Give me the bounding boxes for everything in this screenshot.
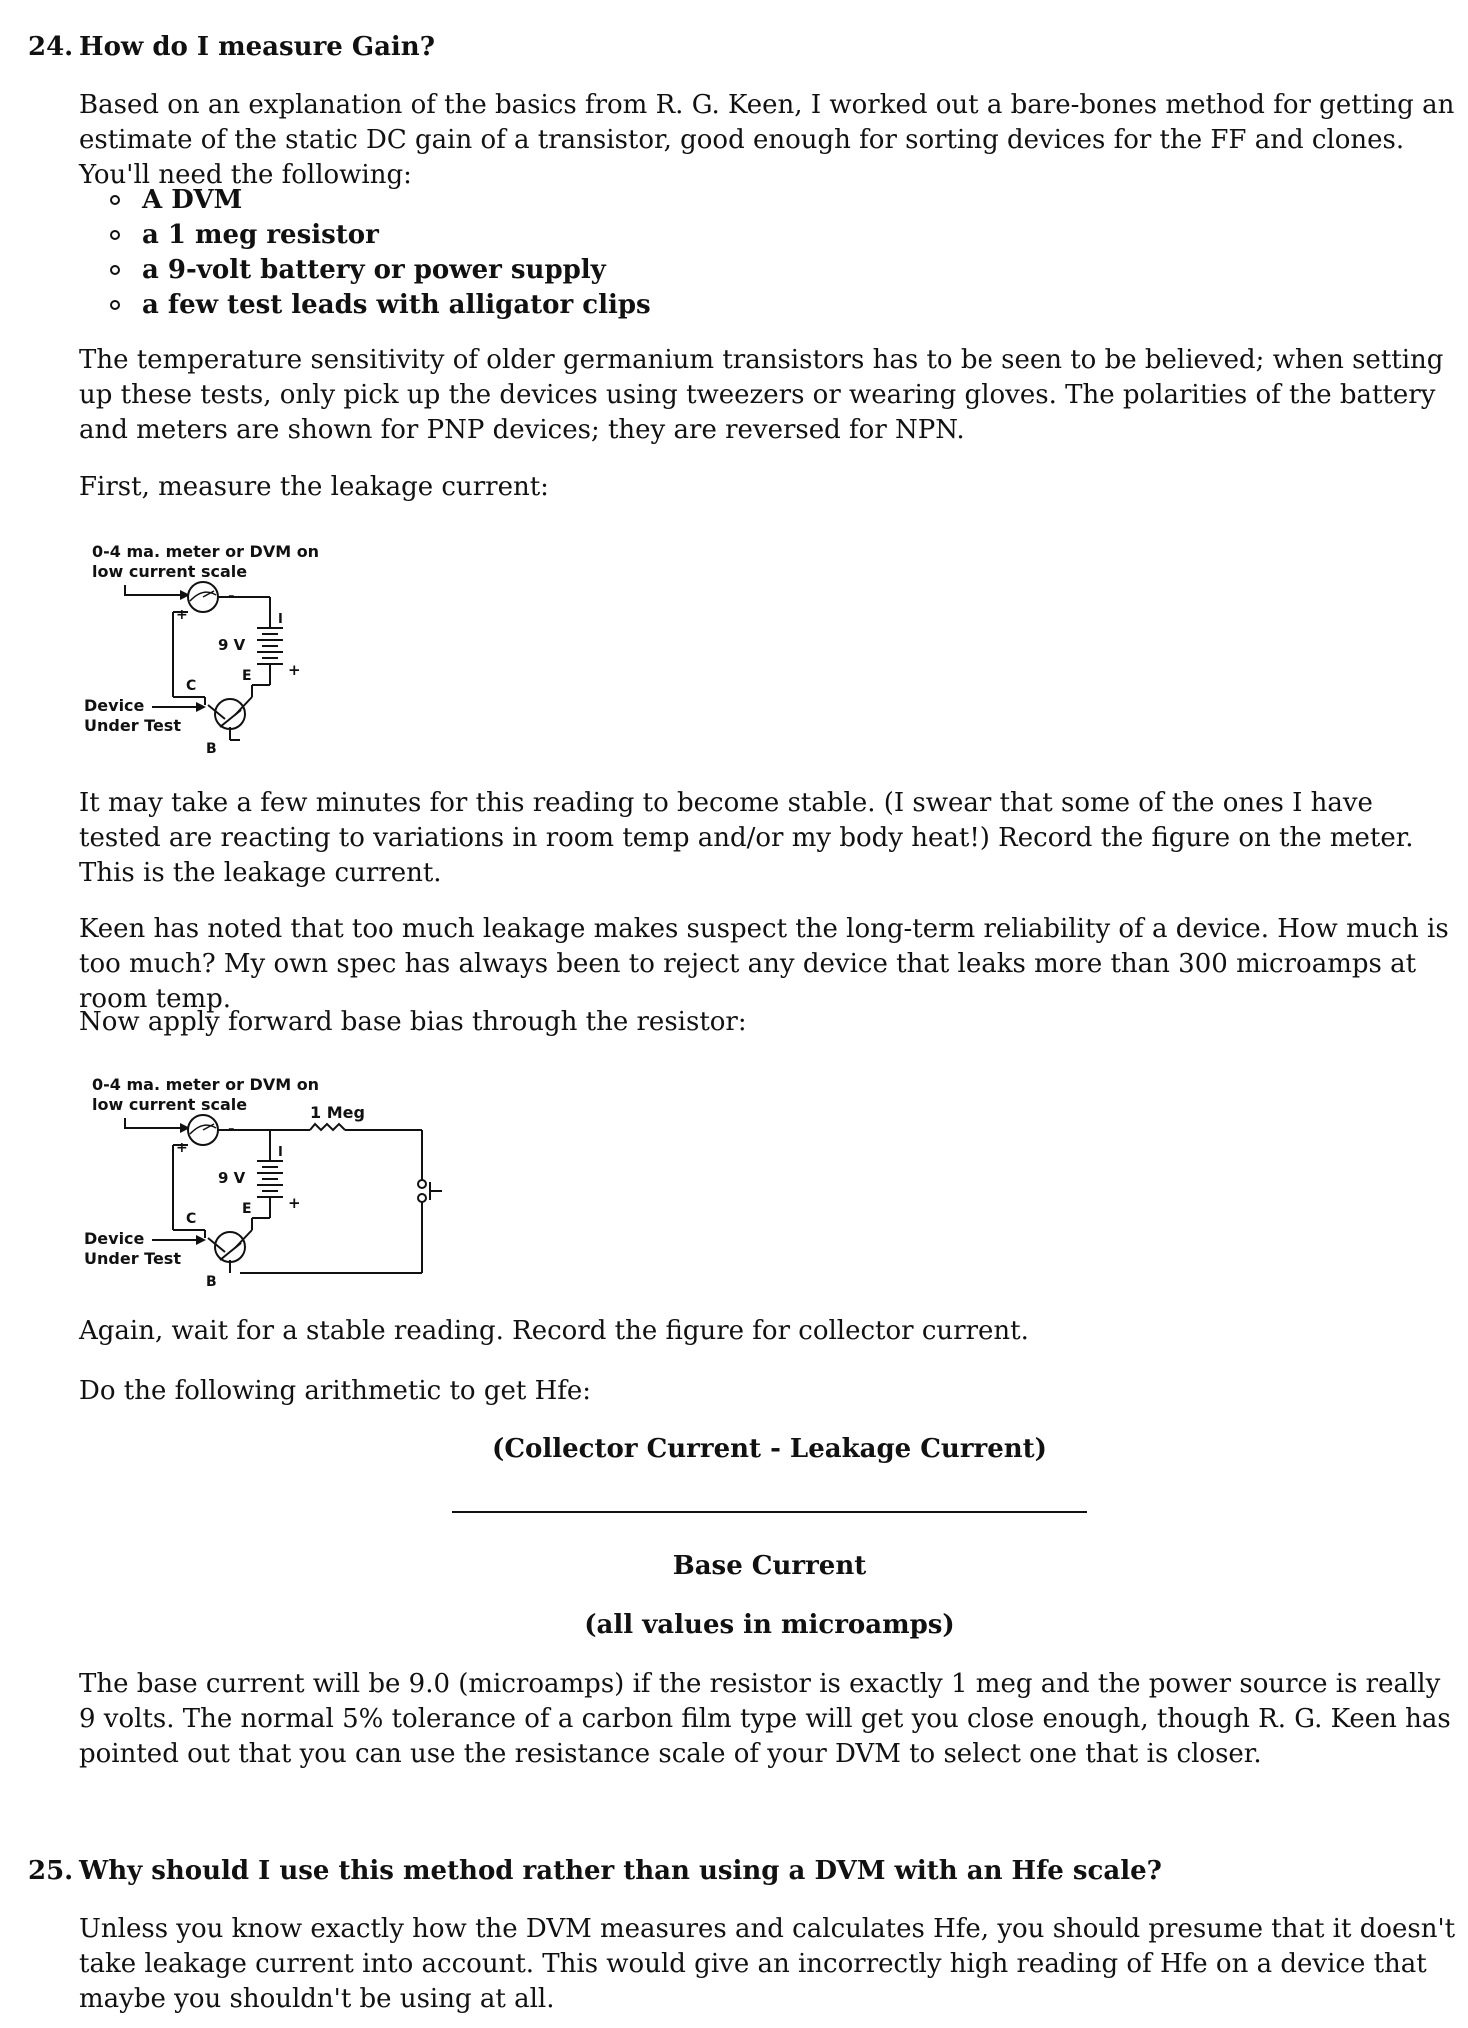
question-title: How do I measure Gain? (79, 32, 435, 62)
list-item: a 1 meg resistor (110, 218, 651, 253)
resistor-label: 1 Meg (310, 1103, 365, 1122)
svg-text:+: + (288, 661, 301, 679)
temperature-paragraph: The temperature sensitivity of older germanium transistors has to be seen to be believed; when setting up these tests, only pick up the devices using tweezers or wearing gloves. The polarities of the battery and meters are shown for PNP devices; they are reversed for NPN. (79, 345, 1444, 445)
bullet-icon (110, 300, 120, 310)
bullet-icon (110, 195, 120, 205)
leakage-spec-paragraph: Keen has noted that too much leakage makes suspect the long-term reliability of a device. How much is too much? My own spec has always been to reject any device that leaks more than 300 microamps at room temp. (79, 914, 1449, 1014)
svg-text:B: B (206, 1274, 217, 1288)
dut-label-line2: Under Test (84, 1249, 181, 1268)
transistor-icon (208, 1218, 252, 1273)
formula-denominator: Base Current (672, 1551, 867, 1581)
battery-icon (257, 628, 283, 664)
list-item: a few test leads with alligator clips (110, 288, 651, 323)
list-item: A DVM (110, 183, 651, 218)
svg-text:-: - (228, 586, 235, 605)
svg-text:E: E (242, 668, 252, 684)
stable-reading-paragraph: It may take a few minutes for this reading to become stable. (I swear that some of the ones I have tested are reacting to variations in room temp and/or my body heat!) Record the figure on the meter. This is the leakage current. (79, 788, 1414, 888)
switch-icon (418, 1180, 442, 1202)
meter-label-line2: low current scale (92, 1095, 248, 1114)
base-current-paragraph: The base current will be 9.0 (microamps) if the resistor is exactly 1 meg and the power source is really 9 volts. The normal 5% tolerance of a carbon film type will get you close enough, though R. G. Keen has pointed out that you can use the resistance scale of your DVM to select one that is closer. (79, 1669, 1451, 1769)
svg-text:C: C (186, 1211, 197, 1227)
answer-paragraph: Unless you know exactly how the DVM measures and calculates Hfe, you should presume that it doesn't take leakage current into account. This would give an incorrectly high reading of Hfe on a device that maybe you shouldn't be using at all. (79, 1914, 1456, 2014)
meter-label-line1: 0-4 ma. meter or DVM on (92, 542, 320, 561)
svg-text:+: + (288, 1194, 301, 1212)
bullet-icon (110, 230, 120, 240)
meter-label-line2: low current scale (92, 562, 248, 581)
requirements-list (110, 183, 651, 323)
svg-text:I: I (278, 1145, 283, 1160)
resistor-icon (310, 1124, 345, 1130)
leakage-circuit-diagram (70, 535, 330, 755)
question-number: 25. (28, 1856, 74, 1886)
units-note: (all values in microamps) (584, 1610, 955, 1640)
bullet-icon (110, 265, 120, 275)
dut-label-line2: Under Test (84, 716, 181, 735)
transistor-icon (208, 685, 252, 740)
svg-text:I: I (278, 612, 283, 627)
battery-label: 9 V (218, 1169, 246, 1187)
svg-text:+: + (176, 607, 188, 623)
svg-text:E: E (242, 1201, 252, 1217)
question-title: Why should I use this method rather than using a DVM with an Hfe scale? (79, 1856, 1162, 1886)
dut-label-line1: Device (84, 1229, 145, 1248)
question-number: 24. (28, 32, 74, 62)
arithmetic-text: Do the following arithmetic to get Hfe: (79, 1376, 592, 1406)
formula-numerator: (Collector Current - Leakage Current) (492, 1434, 1047, 1464)
formula-divider (452, 1511, 1087, 1513)
first-step-text: First, measure the leakage current: (79, 472, 549, 502)
again-text: Again, wait for a stable reading. Record the figure for collector current. (79, 1316, 1029, 1346)
meter-label-line1: 0-4 ma. meter or DVM on (92, 1075, 320, 1094)
svg-text:B: B (206, 741, 217, 755)
svg-text:+: + (176, 1140, 188, 1156)
dut-label-line1: Device (84, 696, 145, 715)
battery-label: 9 V (218, 636, 246, 654)
second-step-text: Now apply forward base bias through the resistor: (79, 1007, 747, 1037)
bias-circuit-diagram (70, 1068, 470, 1288)
svg-text:C: C (186, 678, 197, 694)
svg-text:-: - (228, 1119, 235, 1138)
list-item: a 9-volt battery or power supply (110, 253, 651, 288)
battery-icon (257, 1161, 283, 1197)
intro-paragraph: Based on an explanation of the basics from R. G. Keen, I worked out a bare-bones method for getting an estimate of the static DC gain of a transistor, good enough for sorting devices for the FF and clones. You'll need the following: (79, 90, 1455, 190)
